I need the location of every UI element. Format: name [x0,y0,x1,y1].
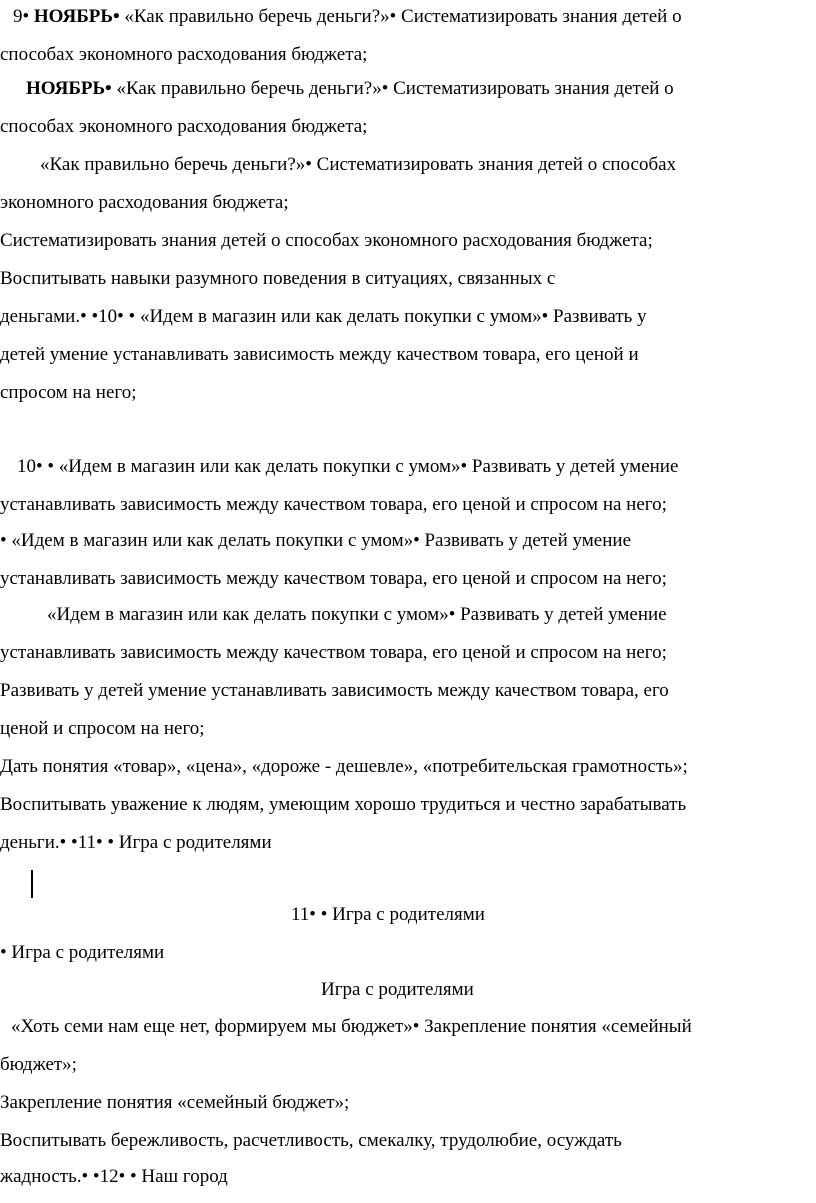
text-line: • «Идем в магазин или как делать покупки с умом»• Развивать у детей умение [0,530,631,551]
text-line: «Как правильно беречь деньги?»• Систематизировать знания детей о способах [40,154,677,175]
text-line: способах экономного расходования бюджета; [0,44,368,65]
text-line: спросом на него; [0,382,137,403]
text-line: Развивать у детей умение устанавливать зависимость между качеством товара, его [0,680,669,701]
text-line: «Идем в магазин или как делать покупки с умом»• Развивать у детей умение [47,604,667,625]
text-cursor-mark [31,870,33,898]
text-run: «Как правильно беречь деньги?»• Систематизировать знания детей о [119,6,682,27]
text-line: Закрепление понятия «семейный бюджет»; [0,1092,350,1113]
text-line: деньги.• •11• • Игра с родителями [0,832,272,853]
text-line: Дать понятия «товар», «цена», «дороже - дешевле», «потребительская грамотность»; [0,756,688,777]
text-line: жадность.• •12• • Наш город [0,1166,228,1187]
month-heading: НОЯБРЬ• [33,6,120,27]
text-line: деньгами.• •10• • «Идем в магазин или как делать покупки с умом»• Развивать у [0,306,647,327]
month-heading: НОЯБРЬ• [26,78,112,99]
text-line: 11• • Игра с родителями [291,904,485,925]
text-line: экономного расходования бюджета; [0,192,289,213]
text-line: «Хоть семи нам еще нет, формируем мы бюджет»• Закрепление понятия «семейный [11,1016,692,1037]
text-run: 9• [13,6,34,27]
text-line [13,4,682,30]
text-line: способах экономного расходования бюджета; [0,116,368,137]
text-line: • Игра с родителями [0,942,165,963]
text-line: Игра с родителями [321,979,474,1000]
text-line: устанавливать зависимость между качеством товара, его ценой и спросом на него; [0,494,667,515]
text-line: бюджет»; [0,1054,77,1075]
text-line: Воспитывать бережливость, расчетливость, смекалку, трудолюбие, осуждать [0,1130,622,1151]
text-line: Воспитывать уважение к людям, умеющим хорошо трудиться и честно зарабатывать [0,794,687,815]
text-line: устанавливать зависимость между качеством товара, его ценой и спросом на него; [0,642,667,663]
text-line: 10• • «Идем в магазин или как делать покупки с умом»• Развивать у детей умение [17,456,679,477]
text-run: «Как правильно беречь деньги?»• Систематизировать знания детей о [111,78,674,99]
text-line: ценой и спросом на него; [0,718,205,739]
text-line: Воспитывать навыки разумного поведения в ситуациях, связанных с [0,268,556,289]
text-line [26,76,674,102]
text-line: детей умение устанавливать зависимость между качеством товара, его ценой и [0,344,639,365]
text-line: Систематизировать знания детей о способах экономного расходования бюджета; [0,230,653,251]
text-line: устанавливать зависимость между качеством товара, его ценой и спросом на него; [0,568,667,589]
